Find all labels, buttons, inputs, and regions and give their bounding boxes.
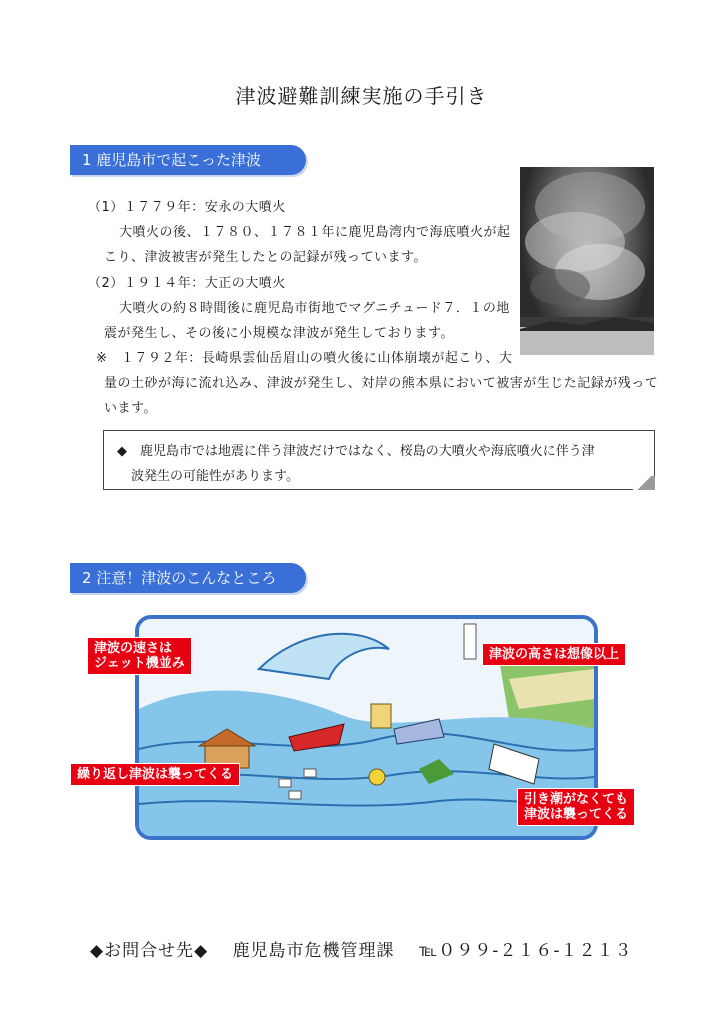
page-title: 津波避難訓練実施の手引き <box>235 84 488 108</box>
note-line3: います。 <box>104 401 157 416</box>
section-heading-1: 1 鹿児島市で起こった津波 <box>70 145 306 175</box>
note-line1: ※ １７９２年：長崎県雲仙岳眉山の噴火後に山体崩壊が起こり、大 <box>96 351 513 366</box>
item2-heading: （2）１９１４年：大正の大噴火 <box>88 276 286 291</box>
callout-line1: ◆ 鹿児島市では地震に伴う津波だけではなく、桜島の大噴火や海底噴火に伴う津 <box>117 444 595 459</box>
contact-label: ◆お問合せ先◆ <box>90 941 209 961</box>
label-tsunami-speed-line2: ジェット機並み <box>94 656 185 671</box>
item2-body-line2: 震が発生し、その後に小規模な津波が発生しております。 <box>104 326 454 341</box>
contact-department: 鹿児島市危機管理課 <box>232 941 395 961</box>
label-tsunami-speed <box>87 637 192 675</box>
label-no-ebb-tide-line1: 引き潮がなくても <box>524 792 629 807</box>
label-no-ebb-tide-line2: 津波は襲ってくる <box>524 807 629 822</box>
label-no-ebb-tide <box>517 788 635 826</box>
section-heading-2: 2 注意！津波のこんなところ <box>70 563 306 593</box>
page-curl-decoration <box>633 476 655 490</box>
label-tsunami-height: 津波の高さは想像以上 <box>482 643 626 666</box>
item1-heading: （1）１７７９年：安永の大噴火 <box>88 200 286 215</box>
callout-line2: 波発生の可能性があります。 <box>131 469 299 484</box>
eruption-photo <box>520 167 654 355</box>
item1-body-line2: こり、津波被害が発生したとの記録が残っています。 <box>104 250 427 265</box>
item1-body-line1: 大噴火の後、１７８０、１７８１年に鹿児島湾内で海底噴火が起 <box>119 225 511 240</box>
note-line2: 量の土砂が海に流れ込み、津波が発生し、対岸の熊本県において被害が生じた記録が残って <box>104 376 659 391</box>
label-tsunami-speed-line1: 津波の速さは <box>94 641 173 656</box>
contact-info <box>90 936 651 961</box>
item2-body-line1: 大噴火の約８時間後に鹿児島市街地でマグニチュード７．１の地 <box>119 301 510 316</box>
contact-phone: ℡０９９-２１６-１２１３ <box>418 941 633 961</box>
label-repeat-tsunami: 繰り返し津波は襲ってくる <box>70 763 240 786</box>
